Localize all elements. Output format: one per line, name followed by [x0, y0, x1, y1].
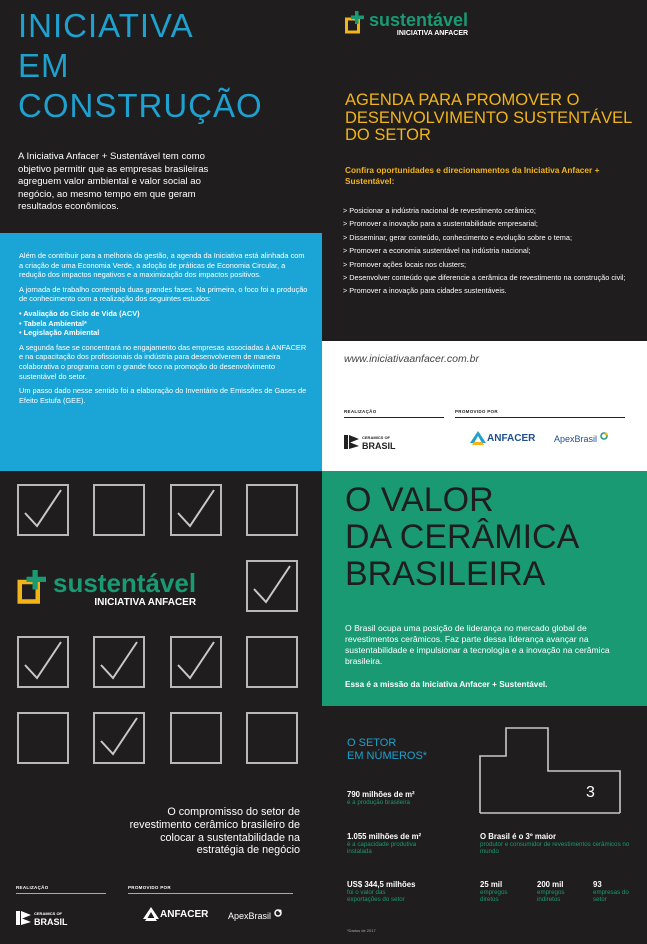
- paragraph: Um passo dado nesse sentido foi a elaboração do Inventário de Emissões de Gases de Efeito Estufa (GEE).: [19, 386, 307, 405]
- anfacer-icon: [143, 907, 159, 921]
- stat-label: empregos indiretos: [537, 889, 565, 904]
- checkmark-icon: [95, 714, 143, 762]
- title-line: BRASILEIRA: [345, 555, 546, 593]
- plus-square-icon: [345, 11, 367, 35]
- ceramics-brasil-logo: [16, 910, 68, 926]
- ceramics-brasil-logo: [344, 434, 396, 450]
- rank-stat: [480, 832, 630, 855]
- small-stat: [593, 880, 638, 903]
- checkbox-checked: [170, 636, 222, 688]
- apex-icon: [599, 431, 609, 441]
- checkmark-icon: [172, 486, 220, 534]
- stat-value: 93: [593, 880, 602, 889]
- divider: [16, 893, 106, 894]
- sustentavel-logo: [345, 11, 468, 37]
- stat-value: O Brasil é o 3º maior: [480, 832, 557, 841]
- realizacao-label: REALIZAÇÃO: [344, 409, 377, 414]
- stat-label: empresas do setor: [593, 889, 629, 904]
- divider: [128, 893, 293, 894]
- checkbox-checked: [246, 560, 298, 612]
- stat-label: é a capacidade produtiva instalada: [347, 841, 417, 856]
- title-line: EM NÚMEROS*: [347, 749, 428, 762]
- stat-value: US$ 344,5 milhões: [347, 880, 416, 889]
- agenda-list: [343, 206, 643, 300]
- small-stat: [480, 880, 520, 903]
- promovido-label: PROMOVIDO POR: [128, 885, 171, 890]
- paragraph: Além de contribuir para a melhoria da gestão, a agenda da Iniciativa está alinhada com a criação de uma Economia Verde, a adoção de práticas de Economia Circular, a redução dos impactos negativos e a maximização dos impactos positivos.: [19, 251, 305, 280]
- apex-name: ApexBrasil: [228, 911, 272, 921]
- list-item: > Posicionar a indústria nacional de revestimento cerâmico;: [343, 206, 536, 215]
- checkbox-checked: [17, 484, 69, 536]
- checkmark-icon: [19, 486, 67, 534]
- checkmark-icon: [19, 638, 67, 686]
- studies-list: [19, 309, 308, 338]
- logo-text: [369, 11, 468, 37]
- ceramics-top: CERAMICS OF: [362, 435, 390, 440]
- podium-rank: 3: [586, 784, 595, 801]
- stat-value: 200 mil: [537, 880, 564, 889]
- checkbox-checked: [93, 712, 145, 764]
- sustentavel-logo: [17, 570, 196, 608]
- stat-label: empregos diretos: [480, 889, 508, 904]
- partners-block: [322, 341, 647, 471]
- apex-icon: [273, 908, 283, 918]
- stat-value: 790 milhões de m²: [347, 790, 415, 799]
- logo-sub: INICIATIVA ANFACER: [396, 30, 469, 37]
- checkbox-empty: [246, 636, 298, 688]
- title-line: EM: [18, 47, 70, 84]
- cyan-info-block: [0, 233, 322, 471]
- logo-word: sustentável: [369, 10, 469, 30]
- ceramics-brasil-icon: [344, 435, 360, 449]
- realizacao-label: REALIZAÇÃO: [16, 885, 49, 890]
- valor-mission: Essa é a missão da Iniciativa Anfacer + Sustentável.: [345, 680, 548, 689]
- list-item: > Promover a economia sustentável na indústria nacional;: [343, 246, 531, 256]
- title-line: INICIATIVA: [18, 7, 194, 44]
- list-item: • Avaliação do Ciclo de Vida (ACV): [19, 308, 140, 318]
- ceramics-brasil-icon: [16, 911, 32, 925]
- ceramics-top: CERAMICS OF: [34, 911, 62, 916]
- valor-block: [322, 471, 647, 706]
- stat-item: [347, 790, 467, 806]
- anfacer-logo: [143, 907, 208, 921]
- paragraph: A jornada de trabalho contempla duas grandes fases. Na primeira, o foco foi a produção de conhecimento com a realização dos seguintes estudos:: [19, 284, 308, 304]
- checkmark-icon: [248, 562, 296, 610]
- podium-icon: [478, 726, 628, 814]
- anfacer-icon: [470, 431, 486, 445]
- logo-text: [53, 570, 196, 608]
- page-title: [18, 6, 318, 126]
- stat-label: produtor e consumidor de revestimentos cerâmicos no mundo: [480, 841, 630, 856]
- list-item: > Disseminar, gerar conteúdo, conhecimento e evolução sobre o tema;: [343, 232, 572, 242]
- stat-item: [347, 880, 467, 903]
- list-item: > Promover a inovação para cidades sustentáveis.: [343, 286, 507, 296]
- title-line: DA CERÂMICA: [345, 518, 580, 556]
- checkbox-empty: [17, 712, 69, 764]
- checkbox-empty: [93, 484, 145, 536]
- stat-item: [347, 832, 467, 855]
- divider: [344, 417, 444, 418]
- divider: [455, 417, 625, 418]
- logo-sub: INICIATIVA ANFACER: [94, 597, 197, 608]
- checkmark-icon: [172, 638, 220, 686]
- logo-word: sustentável: [53, 568, 197, 598]
- apexbrasil-logo: [228, 911, 283, 921]
- plus-square-icon: [17, 570, 51, 606]
- stat-label: foi o valor das exportações do setor: [347, 889, 405, 904]
- small-stat: [537, 880, 582, 903]
- agenda-title: AGENDA PARA PROMOVER O DESENVOLVIMENTO SUSTENTÁVEL DO SETOR: [345, 91, 632, 144]
- setor-title: [347, 737, 427, 762]
- anfacer-name: ANFACER: [487, 432, 536, 444]
- ceramics-main: BRASIL: [362, 441, 396, 451]
- apexbrasil-logo: [554, 434, 609, 444]
- promovido-label: PROMOVIDO POR: [455, 409, 498, 414]
- checkbox-empty: [246, 712, 298, 764]
- paragraph: A segunda fase se concentrará no engajamento das empresas associadas à ANFACER e na capacitação dos profissionais da indústria para desenvolverem de maneira colaborativa o programa com o grande foco na promoção do desenvolvimento sustentável do setor.: [19, 342, 307, 381]
- anfacer-name: ANFACER: [160, 908, 209, 920]
- list-item: > Desenvolver conteúdo que diferencie a cerâmica de revestimento na construção civil;: [343, 272, 626, 282]
- title-line: O VALOR: [345, 481, 494, 519]
- checkbox-checked: [17, 636, 69, 688]
- stat-value: 1.055 milhões de m²: [347, 832, 422, 841]
- checkbox-empty: [246, 484, 298, 536]
- checkmark-icon: [95, 638, 143, 686]
- ceramics-main: BRASIL: [34, 917, 68, 927]
- agenda-subtitle: Confira oportunidades e direcionamentos da Iniciativa Anfacer + Sustentável:: [345, 165, 600, 186]
- compromisso-text: O compromisso do setor de revestimento cerâmico brasileiro de colocar a sustentabilidade na estratégia de negócio: [129, 806, 300, 857]
- checkbox-checked: [93, 636, 145, 688]
- footnote: *Dados de 2017: [347, 928, 376, 933]
- anfacer-logo: [470, 431, 535, 445]
- stat-label: é a produção brasileira: [347, 799, 410, 806]
- stat-value: 25 mil: [480, 880, 503, 889]
- list-item: > Promover ações locais nos clusters;: [343, 259, 467, 269]
- intro-text: A Iniciativa Anfacer + Sustentável tem como objetivo permitir que as empresas brasileiras agreguem valor ambiental e valor social ao negócio, ao mesmo tempo em que geram resultados econômicos.: [18, 151, 209, 212]
- valor-title: [345, 482, 645, 593]
- title-line: O SETOR: [347, 737, 397, 749]
- website-link[interactable]: www.iniciativaanfacer.com.br: [344, 353, 479, 365]
- apex-name: ApexBrasil: [554, 434, 598, 444]
- title-line: CONSTRUÇÃO: [18, 87, 263, 124]
- checkbox-checked: [170, 484, 222, 536]
- checkbox-empty: [170, 712, 222, 764]
- list-item: • Tabela Ambiental*: [19, 318, 87, 328]
- list-item: > Promover a inovação para a sustentabilidade empresarial;: [343, 219, 538, 229]
- valor-text: O Brasil ocupa uma posição de liderança no mercado global de revestimentos cerâmicos. Faz parte dessa liderança avançar na sustentabilidade e impulsionar a tecnologia e a inovação na cerâmica brasileira.: [345, 623, 610, 666]
- list-item: • Legislação Ambiental: [19, 328, 100, 338]
